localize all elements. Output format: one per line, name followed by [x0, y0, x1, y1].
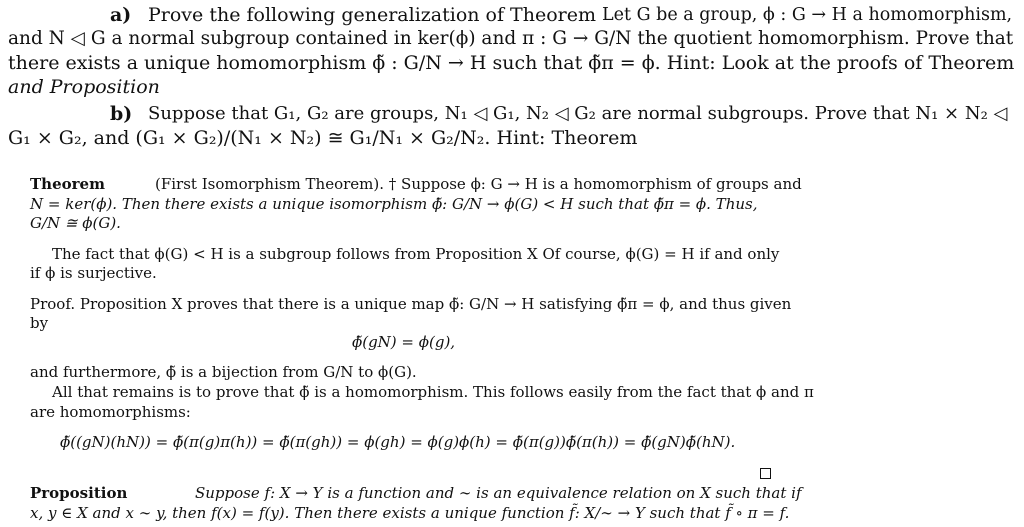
proof-line4: All that remains is to prove that ϕ̃ is a homomorphism. This follows easily from the fact that ϕ and π	[52, 383, 814, 401]
proposition-line1: Suppose f: X → Y is a function and ∼ is an equivalence relation on X such that if	[195, 484, 802, 502]
part-a-line4: and Proposition	[8, 76, 160, 98]
part-a-line1: Prove the following generalization of Theorem	[148, 4, 596, 26]
note-line1: The fact that ϕ(G) < H is a subgroup follows from Proposition X Of course, ϕ(G) = H if and only	[52, 245, 780, 263]
part-b-line1: Suppose that G₁, G₂ are groups, N₁ ◁ G₁, N₂ ◁ G₂ are normal subgroups. Prove that N₁ × N₂ ◁	[148, 103, 1008, 124]
proof-line3: and furthermore, ϕ̃ is a bijection from G/N to ϕ(G).	[30, 363, 417, 381]
theorem-label: Theorem	[30, 175, 105, 193]
note-line2: if ϕ is surjective.	[30, 264, 157, 282]
part-b-label: b)	[110, 103, 133, 125]
proof-line5: are homomorphisms:	[30, 403, 191, 421]
theorem-line3: G/N ≅ ϕ(G).	[30, 214, 121, 232]
part-a-line1b: Let G be a group, ϕ : G → H a homomorphism,	[602, 5, 1013, 25]
part-a-line3: there exists a unique homomorphism ϕ̃ : G/N → H such that ϕ̃π = ϕ. Hint: Look at the proofs of Theorem	[8, 52, 1015, 74]
part-a-label: a)	[110, 4, 132, 26]
part-b-line2: G₁ × G₂, and (G₁ × G₂)/(N₁ × N₂) ≅ G₁/N₁ × G₂/N₂. Hint: Theorem	[8, 127, 638, 149]
theorem-line1: (First Isomorphism Theorem). † Suppose ϕ: G → H is a homomorphism of groups and	[155, 175, 802, 193]
part-a-line2: and N ◁ G a normal subgroup contained in ker(ϕ) and π : G → G/N the quotient homomorphism. Prove that	[8, 28, 1014, 49]
proposition-line2: x, y ∈ X and x ∼ y, then f(x) = f(y). Then there exists a unique function f̃: X/∼ → Y such that f̃ ∘ π = f.	[30, 504, 790, 522]
proposition-label: Proposition	[30, 484, 128, 502]
proof-equation-1: ϕ̃(gN) = ϕ(g),	[352, 333, 456, 351]
proof-equation-2: ϕ̃((gN)(hN)) = ϕ̃(π(g)π(h)) = ϕ̃(π(gh)) = ϕ(gh) = ϕ(g)ϕ(h) = ϕ̃(π(g))ϕ̃(π(h)) = ϕ̃(gN)ϕ̃(hN).	[60, 433, 736, 451]
qed-square-icon	[760, 468, 771, 479]
proof-line1: Proof. Proposition X proves that there is a unique map ϕ̃: G/N → H satisfying ϕ̃π = ϕ, and thus given	[30, 295, 792, 313]
proof-line2: by	[30, 314, 49, 332]
theorem-line2: N = ker(ϕ). Then there exists a unique isomorphism ϕ̃: G/N → ϕ(G) < H such that ϕ̃π = ϕ. Thus,	[30, 195, 758, 213]
